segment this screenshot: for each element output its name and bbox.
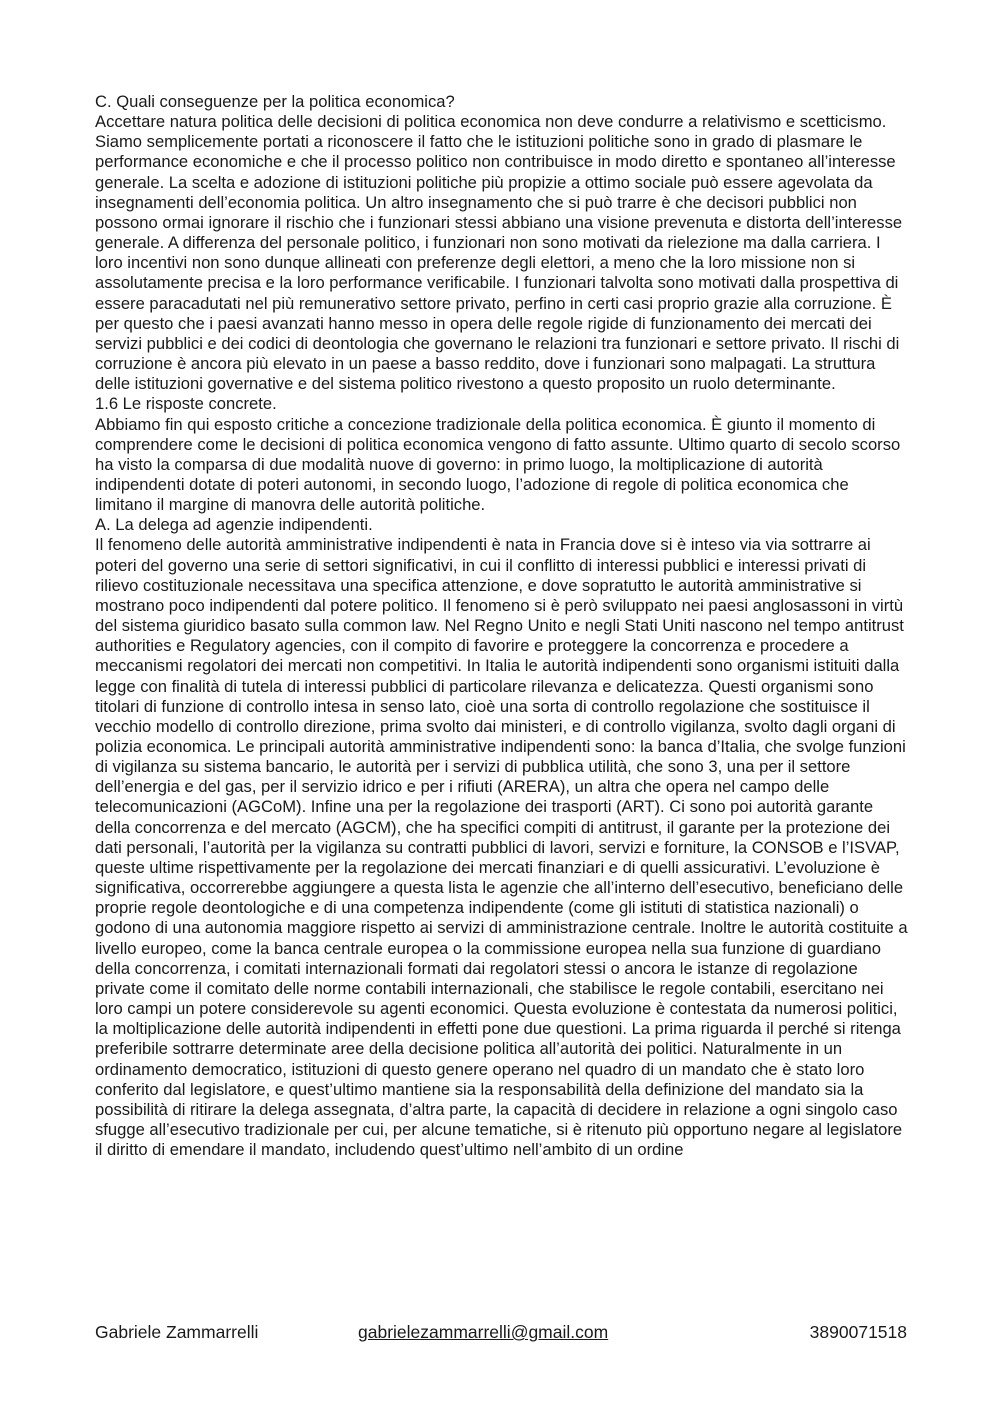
page-footer [95,1321,907,1345]
section-heading-a: A. La delega ad agenzie indipendenti. [95,515,373,535]
document-body [95,92,910,1160]
footer-author: Gabriele Zammarrelli [95,1322,259,1342]
paragraph-independent-agencies: Il fenomeno delle autorità amministrative indipendenti è nata in Francia dove si è inteso via via sottrarre ai poteri del governo una serie di settori significativi, in cui il conflitto di interessi pubblici e interessi privati di rilievo costituzionale necessitava una specifica attenzione, e dove sopratutto le autorità amministrative si mostrano poco indipendenti dal potere politico. Il fenomeno si è però sviluppato nei paesi anglosassoni in virtù del sistema giuridico basato sulla common law. Nel Regno Unito e negli Stati Uniti nascono nel tempo antitrust authorities e Regulatory agencies, con il compito di favorire e proteggere la concorrenza e procedere a meccanismi regolatori dei mercati non competitivi. In Italia le autorità indipendenti sono organismi istituiti dalla legge con finalità di tutela di interessi pubblici di particolare rilevanza e delicatezza. Questi organismi sono titolari di funzione di controllo intesa in senso lato, cioè una sorta di controllo regolazione che sostituisce il vecchio modello di controllo direzione, prima svolto dai ministeri, e di controllo vigilanza, svolto dagli organi di polizia economica. Le principali autorità amministrative indipendenti sono: la banca d’Italia, che svolge funzioni di vigilanza su sistema bancario, le autorità per i servizi di pubblica utilità, che sono 3, una per il settore dell’energia e del gas, per il servizio idrico e per i rifiuti (ARERA), un altra che opera nel campo delle telecomunicazioni (AGCoM). Infine una per la regolazione dei trasporti (ART). Ci sono poi autorità garante della concorrenza e del mercato (AGCM), che ha specifici compiti di antitrust, il garante per la protezione dei dati personali, l’autorità per la vigilanza su contratti pubblici di lavori, servizi e forniture, la CONSOB e l’ISVAP, queste ultime rispettivamente per la regolazione dei mercati finanziari e di quelli assicurativi. L’evoluzione è significativa, occorrerebbe aggiungere a questa lista le agenzie che all’interno dell’esecutivo, beneficiano delle proprie regole deontologiche e di una competenza indipendente (come gli istituti di statistica nazionali) o godono di una autonomia maggiore rispetto ai servizi di amministrazione centrale. Inoltre le autorità costituite a livello europeo, come la banca centrale europea o la commissione europea nella sua funzione di guardiano della concorrenza, i comitati internazionali formati dai regolatori stessi o ancora le istanze di regolazione private come il comitato delle norme contabili internazionali, che stabilisce le regole contabili, esercitano nei loro campi un potere considerevole su agenti economici. Questa evoluzione è contestata da numerosi politici, la moltiplicazione delle autorità indipendenti in effetti pone due questioni. La prima riguarda il perché si ritenga preferibile sottrarre determinate aree della decisione politica all’autorità dei politici. Naturalmente in un ordinamento democratico, istituzioni di questo genere operano nel quadro di un mandato che è stato loro conferito dal legislatore, e quest’ultimo mantiene sia la responsabilità della definizione del mandato sia la possibilità di ritirare la delega assegnata, d’altra parte, la capacità di decidere in relazione a ogni singolo caso sfugge all’esecutivo tradizionale per cui, per alcune tematiche, si è ritenuto più opportuno negare al legislatore il diritto di emendare il mandato, includendo quest’ultimo nell’ambito di un ordine [95,535,908,1160]
paragraph-consequences: Accettare natura politica delle decisioni di politica economica non deve condurre a relativismo e scetticismo. Siamo semplicemente portati a riconoscere il fatto che le istituzioni politiche sono in grado di plasmare le performance economiche e che il processo politico non contribuisce in modo diretto e spontaneo all’interesse generale. La scelta e adozione di istituzioni politiche più propizie a ottimo sociale può essere agevolata da insegnamenti dell’economia politica. Un altro insegnamento che si può trarre è che decisori pubblici non possono ormai ignorare il rischio che i funzionari stessi abbiano una visione prevenuta e distorta dell’interesse generale. A differenza del personale politico, i funzionari non sono motivati da rielezione ma dalla carriera. I loro incentivi non sono dunque allineati con preferenze degli elettori, a meno che la loro missione non si assolutamente precisa e la loro performance verificabile. I funzionari talvolta sono motivati dalla prospettiva di essere paracadutati nel più remunerativo settore privato, perfino in certi casi proprio grazie alla corruzione. È per questo che i paesi avanzati hanno messo in opera delle regole rigide di funzionamento dei mercati dei servizi pubblici e dei codici di deontologia che governano le relazioni tra funzionari e settore privato. Il rischi di corruzione è ancora più elevato in un paese a basso reddito, dove i funzionari sono malpagati. La struttura delle istituzioni governative e del sistema politico rivestono a questo proposito un ruolo determinante. [95,112,903,394]
section-heading-c: C. Quali conseguenze per la politica economica? [95,92,455,111]
paragraph-concrete-answers: Abbiamo fin qui esposto critiche a concezione tradizionale della politica economica. È giunto il momento di comprendere come le decisioni di politica economica vengono di fatto assunte. Ultimo quarto di secolo scorso ha visto la comparsa di due modalità nuove di governo: in primo luogo, la moltiplicazione di autorità indipendenti dotate di poteri autonomi, in secondo luogo, l’adozione di regole di politica economica che limitano il margine di manovra delle autorità politiche. [95,414,901,515]
footer-email-link[interactable]: gabrielezammarrelli@gmail.com [358,1322,609,1342]
section-heading-1-6: 1.6 Le risposte concrete. [95,394,277,414]
footer-phone: 3890071518 [809,1322,907,1342]
